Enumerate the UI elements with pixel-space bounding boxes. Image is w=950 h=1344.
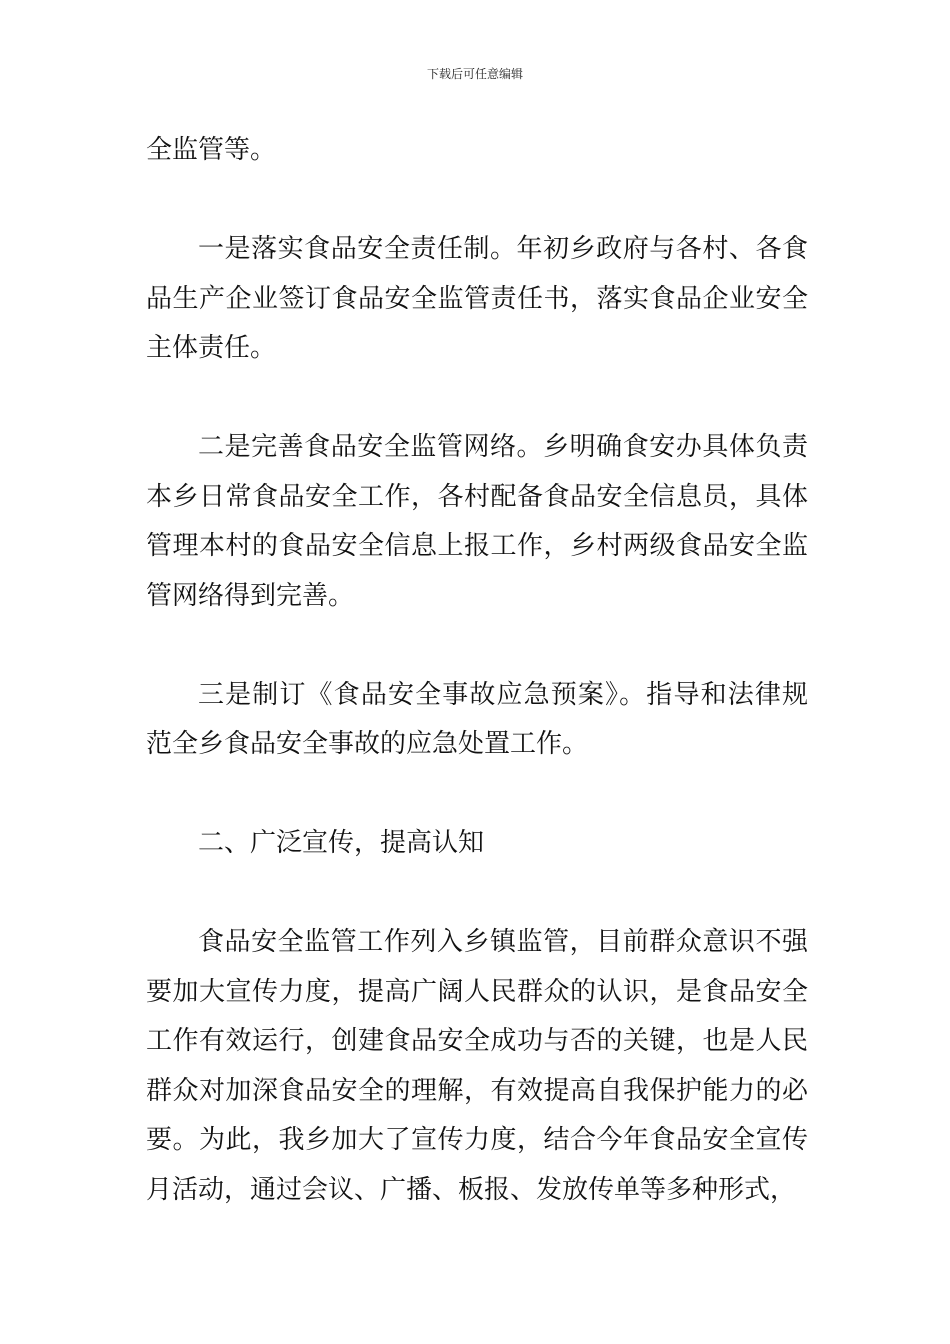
- paragraph-continuation: 全监管等。: [146, 135, 277, 165]
- paragraph-responsibility-system: 一是落实食品安全责任制。年初乡政府与各村、各食品生产企业签订食品安全监管责任书，落实食品企业安全主体责任。: [146, 234, 808, 363]
- page-header: 下载后可任意编辑: [426, 67, 523, 81]
- paragraph-emergency-plan: 三是制订《食品安全事故应急预案》。指导和法律规范全乡食品安全事故的应急处置工作。: [146, 679, 808, 759]
- section-heading-publicity: 二、广泛宣传，提高认知: [198, 828, 485, 858]
- paragraph-supervision-network: 二是完善食品安全监管网络。乡明确食安办具体负责本乡日常食品安全工作，各村配备食品安全信息员，具体管理本村的食品安全信息上报工作，乡村两级食品安全监管网络得到完善。: [146, 432, 808, 611]
- document-body: [146, 126, 808, 1215]
- paragraph-publicity: 食品安全监管工作列入乡镇监管，目前群众意识不强要加大宣传力度，提高广阔人民群众的认识，是食品安全工作有效运行，创建食品安全成功与否的关键，也是人民群众对加深食品安全的理解，有效提高自我保护能力的必要。为此，我乡加大了宣传力度，结合今年食品安全宣传月活动，通过会议、广播、板报、发放传单等多种形式，: [146, 927, 808, 1205]
